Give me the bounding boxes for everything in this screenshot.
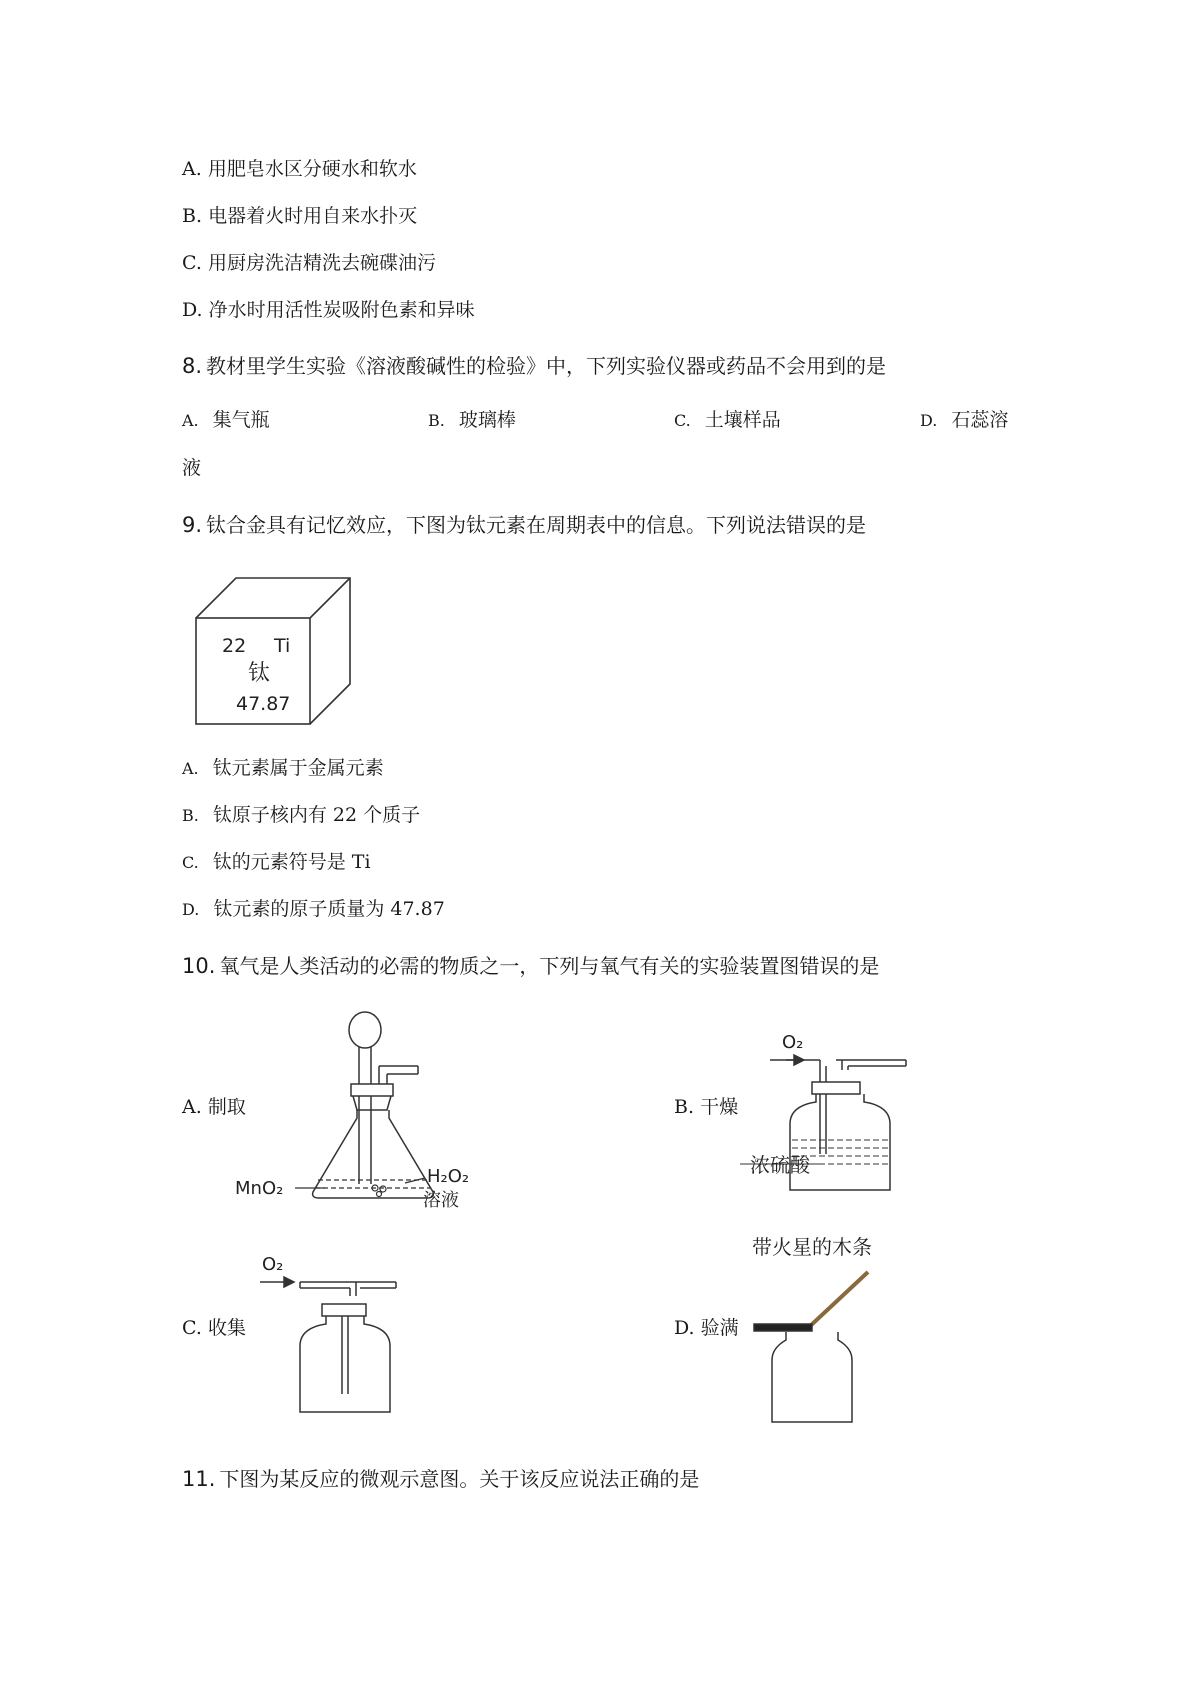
gas-label: O₂ [262, 1254, 284, 1275]
option-text: 用厨房洗洁精洗去碗碟油污 [207, 252, 436, 274]
question-number: 10. [182, 954, 216, 978]
option-text: 集气瓶 [212, 409, 270, 431]
option-text: 钛的元素符号是 Ti [212, 851, 371, 873]
q9-option-a [182, 757, 384, 780]
q8-stem [182, 354, 886, 379]
atomic-mass: 47.87 [236, 693, 291, 715]
q10-option-c [182, 1317, 246, 1340]
option-letter: D. [674, 1317, 695, 1339]
option-letter: A. [182, 158, 202, 180]
q10-option-d [674, 1317, 739, 1340]
option-text: 钛元素的原子质量为 47.87 [213, 898, 445, 920]
q9-option-c [182, 851, 371, 874]
q10-stem [182, 954, 879, 979]
fig-a-oxygen-generator [235, 1008, 485, 1211]
q10-option-b [674, 1096, 738, 1119]
q8-option-d-wrap: 液 [182, 457, 202, 479]
q7-option-a [182, 158, 417, 181]
option-letter: D. [182, 900, 200, 919]
option-letter: B. [182, 205, 203, 227]
option-letter: C. [182, 252, 202, 274]
q9-option-d [182, 898, 445, 921]
option-letter: B. [428, 411, 445, 430]
q8-option-c [674, 409, 781, 432]
question-text: 下图为某反应的微观示意图。关于该反应说法正确的是 [219, 1467, 700, 1491]
titanium-element-cube [196, 578, 356, 724]
liquid-label: 浓硫酸 [750, 1153, 810, 1177]
option-letter: A. [182, 759, 199, 778]
fig-c-collection-bottle [260, 1254, 400, 1414]
q7-option-d [182, 299, 475, 322]
option-letter: B. [182, 806, 199, 825]
question-text: 氧气是人类活动的必需的物质之一，下列与氧气有关的实验装置图错误的是 [219, 954, 880, 978]
q8-option-a [182, 409, 270, 432]
q8-option-d [920, 409, 1008, 432]
question-number: 9. [182, 513, 203, 537]
q8-option-b [428, 409, 516, 432]
option-text: 收集 [207, 1317, 246, 1339]
q9-stem [182, 513, 866, 538]
option-text: 钛元素属于金属元素 [212, 757, 384, 779]
option-letter: A. [182, 411, 199, 430]
element-name: 钛 [248, 661, 271, 686]
option-letter: C. [182, 1317, 202, 1339]
option-text: 用肥皂水区分硬水和软水 [207, 158, 417, 180]
option-letter: C. [674, 411, 691, 430]
question-number: 8. [182, 354, 203, 378]
option-letter: B. [674, 1096, 695, 1118]
question-text: 钛合金具有记忆效应，下图为钛元素在周期表中的信息。下列说法错误的是 [206, 513, 867, 537]
q9-option-b [182, 804, 420, 827]
reagent-label-2: 溶液 [423, 1190, 459, 1211]
option-text: 玻璃棒 [458, 409, 516, 431]
option-text: 净水时用活性炭吸附色素和异味 [208, 299, 475, 321]
q7-option-c [182, 252, 436, 275]
option-letter: D. [920, 411, 938, 430]
question-text: 教材里学生实验《溶液酸碱性的检验》中，下列实验仪器或药品不会用到的是 [206, 354, 887, 378]
fig-d-glowing-splint-test [752, 1236, 902, 1426]
option-text: 钛原子核内有 22 个质子 [212, 804, 421, 826]
fig-b-drying-bottle [750, 1030, 910, 1192]
option-text: 土壤样品 [704, 409, 781, 431]
option-letter: A. [182, 1096, 202, 1118]
splint-label: 带火星的木条 [752, 1235, 872, 1259]
catalyst-label: MnO₂ [235, 1178, 284, 1199]
q11-stem [182, 1467, 699, 1492]
element-symbol: Ti [274, 635, 291, 657]
option-text: 验满 [700, 1317, 739, 1339]
option-text: 电器着火时用自来水扑灭 [208, 205, 418, 227]
option-letter: C. [182, 853, 199, 872]
q10-option-a [182, 1096, 246, 1119]
option-text: 石蕊溶 [951, 409, 1009, 431]
reagent-label-1: H₂O₂ [427, 1166, 470, 1187]
option-text: 制取 [207, 1096, 246, 1118]
gas-label: O₂ [782, 1032, 804, 1053]
question-number: 11. [182, 1467, 216, 1491]
option-letter: D. [182, 299, 203, 321]
option-text: 干燥 [700, 1096, 739, 1118]
atomic-number: 22 [222, 635, 247, 657]
q7-option-b [182, 205, 417, 228]
